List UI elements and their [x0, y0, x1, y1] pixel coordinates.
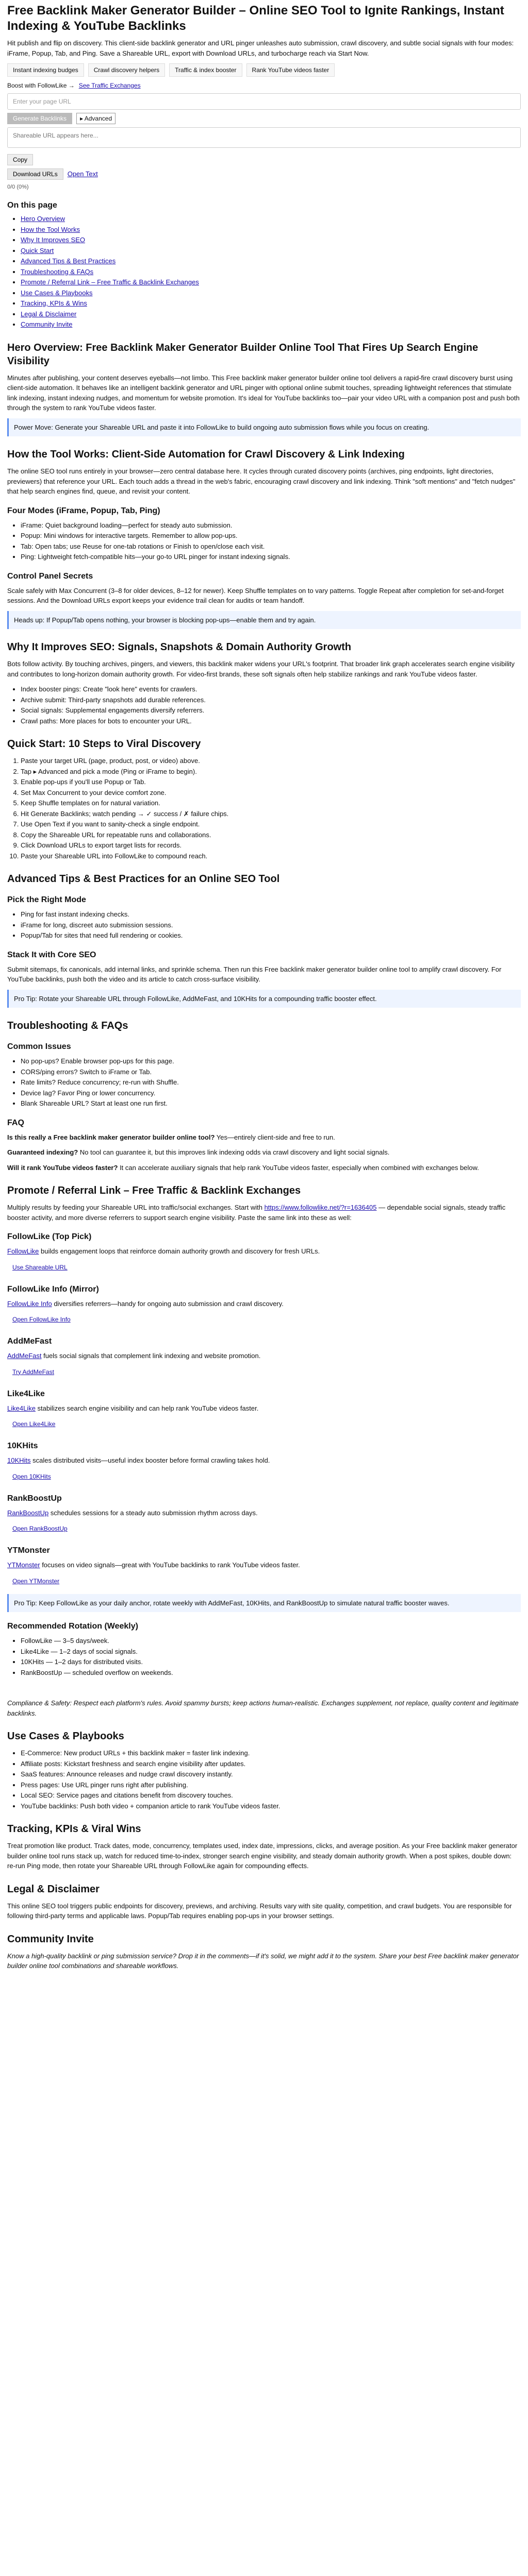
tool-tab-3[interactable]: Traffic & index booster	[169, 63, 242, 77]
promote-intro-b: — dependable social signals, steady traffic booster activity, and more diverse referrers to support search engine visibility. Paste the same link into these as well:	[7, 1204, 506, 1222]
tool-area	[7, 63, 521, 191]
heads-up-callout: Heads up: If Popup/Tab opens nothing, your browser is blocking pop-ups—enable them and try again.	[7, 611, 521, 630]
referral-link[interactable]: https://www.followlike.net/?r=1636405	[264, 1204, 377, 1211]
toc-list	[7, 214, 521, 330]
why-item: • Social signals: Supplemental engagements diversify referrers.	[21, 705, 521, 716]
card-link[interactable]: 10KHits	[7, 1456, 31, 1464]
url-input[interactable]	[7, 93, 521, 110]
step-item: 6. Hit Generate Backlinks; watch pending → ✓ success / ✗ failure chips.	[21, 809, 521, 819]
card-desc: schedules sessions for a steady auto submission rhythm across days.	[48, 1509, 258, 1517]
exchange-card-addmefast	[7, 1335, 521, 1380]
how-title: How the Tool Works: Client-Side Automation for Crawl Discovery & Link Indexing	[7, 449, 405, 460]
step-item: 8. Copy the Shareable URL for repeatable runs and collaborations.	[21, 830, 521, 840]
control-panel-paragraph: Scale safely with Max Concurrent (3–8 for older devices, 8–12 for newer). Keep Shuffle templates on to vary patterns. Toggle Repeat after completion for set-and-forget sessions. And the Download URLs export keeps your evidence trail clean for audits or team handoff.	[7, 586, 504, 604]
exchange-card-rankboostup	[7, 1493, 521, 1537]
faq-question: Is this really a Free backlink maker generator builder online tool?	[7, 1133, 215, 1141]
promote-intro	[7, 1202, 521, 1223]
card-title: Like4Like	[7, 1389, 45, 1398]
step-item: 1. Paste your target URL (page, product, post, or video) above.	[21, 756, 521, 766]
card-desc: focuses on video signals—great with YouTube backlinks to rank YouTube videos faster.	[40, 1561, 300, 1569]
use-case-item: • SaaS features: Announce releases and nudge crawl discovery instantly.	[21, 1769, 521, 1780]
card-cta-button[interactable]: Use Shareable URL	[12, 1263, 68, 1271]
power-move-callout: Power Move: Generate your Shareable URL and paste it into FollowLike to build ongoing auto submission flows while you focus on creating.	[7, 418, 521, 437]
exchange-card-followlike-info	[7, 1283, 521, 1328]
card-title: FollowLike Info (Mirror)	[7, 1284, 99, 1294]
use-case-item: • Press pages: Use URL pinger runs right after publishing.	[21, 1780, 521, 1790]
toc-item[interactable]: Legal & Disclaimer	[21, 310, 77, 318]
faq-title: FAQ	[7, 1118, 24, 1127]
card-cta-button[interactable]: Open 10KHits	[12, 1472, 51, 1480]
stack-paragraph: Submit sitemaps, fix canonicals, add internal links, and sprinkle schema. Then run this Free backlink maker generator builder online tool to amplify crawl discovery. For YouTube backlinks, push both the video and its article to catch cross-surface visibility.	[7, 965, 502, 983]
community-title: Community Invite	[7, 1933, 94, 1945]
exchange-card-followlike	[7, 1231, 521, 1275]
open-text-link[interactable]: Open Text	[67, 170, 98, 178]
copy-button[interactable]: Copy	[7, 154, 33, 165]
issue-item: • Device lag? Favor Ping or lower concurrency.	[21, 1088, 521, 1098]
card-desc: diversifies referrers—handy for ongoing auto submission and crawl discovery.	[52, 1299, 284, 1308]
rotation-item: • FollowLike — 3–5 days/week.	[21, 1636, 521, 1646]
pick-mode-list	[7, 909, 521, 941]
faq-answer: No tool can guarantee it, but this improves link indexing odds via crawl discovery and light social signals.	[79, 1148, 390, 1156]
card-desc: fuels social signals that complement link indexing and website promotion.	[41, 1352, 261, 1360]
faq-answer: It can accelerate auxiliary signals that help rank YouTube videos faster, especially when combined with exchanges below.	[120, 1163, 479, 1172]
issue-item: • No pop-ups? Enable browser pop-ups for this page.	[21, 1056, 521, 1066]
card-link[interactable]: AddMeFast	[7, 1352, 42, 1360]
toc-item[interactable]: Quick Start	[21, 246, 54, 255]
faq-item	[7, 1163, 521, 1173]
why-paragraph: Bots follow activity. By touching archives, pingers, and viewers, this backlink maker widens your URL's footprint. That broader link graph accelerates search engine visibility and contributes to long-horizon domain authority growth. For video-first brands, these soft signals often help stabilize rankings and rank YouTube videos faster.	[7, 660, 515, 678]
exchange-card-like4like	[7, 1388, 521, 1432]
modes-list	[7, 520, 521, 562]
card-link[interactable]: Like4Like	[7, 1404, 36, 1412]
toc-item[interactable]: Troubleshooting & FAQs	[21, 267, 94, 276]
rotation-item: • RankBoostUp — scheduled overflow on weekends.	[21, 1668, 521, 1678]
card-link[interactable]: FollowLike Info	[7, 1299, 52, 1308]
toc-item[interactable]: How the Tool Works	[21, 225, 80, 233]
issue-item: • Blank Shareable URL? Start at least one run first.	[21, 1098, 521, 1109]
use-cases-title: Use Cases & Playbooks	[7, 1731, 124, 1742]
faq-question: Will it rank YouTube videos faster?	[7, 1163, 118, 1172]
page-title: Free Backlink Maker Generator Builder – Online SEO Tool to Ignite Rankings, Instant Indexing & YouTube Backlinks	[7, 4, 504, 33]
why-item: • Index booster pings: Create "look here" events for crawlers.	[21, 684, 521, 694]
step-item: 7. Use Open Text if you want to sanity-check a single endpoint.	[21, 819, 521, 829]
faq-item	[7, 1132, 521, 1143]
rotation-item: • 10KHits — 1–2 days for distributed visits.	[21, 1657, 521, 1667]
tool-tab-2[interactable]: Crawl discovery helpers	[88, 63, 165, 77]
toc-title: On this page	[7, 201, 57, 210]
community-paragraph: Know a high-quality backlink or ping submission service? Drop it in the comments—if it's solid, we might add it to the system. Share your best Free backlink maker generator builder online tool combinations and shareable workflows.	[7, 1952, 519, 1970]
why-item: • Archive submit: Third-party snapshots add durable references.	[21, 695, 521, 705]
card-title: FollowLike (Top Pick)	[7, 1232, 92, 1241]
card-title: YTMonster	[7, 1546, 50, 1555]
progress-text: 0/0 (0%)	[7, 183, 29, 190]
step-item: 4. Set Max Concurrent to your device comfort zone.	[21, 788, 521, 798]
why-list	[7, 684, 521, 726]
card-cta-button[interactable]: Open RankBoostUp	[12, 1525, 68, 1532]
card-link[interactable]: FollowLike	[7, 1247, 39, 1255]
quick-start-list	[7, 756, 521, 861]
faq-item	[7, 1147, 521, 1158]
toc-item[interactable]: Use Cases & Playbooks	[21, 289, 93, 297]
exchange-card-ytmonster	[7, 1545, 521, 1589]
pro-tip-callout: Pro Tip: Rotate your Shareable URL through FollowLike, AddMeFast, and 10KHits for a compounding traffic booster effect.	[7, 990, 521, 1008]
card-link[interactable]: YTMonster	[7, 1561, 40, 1569]
hero-title: Hero Overview: Free Backlink Maker Generator Builder Online Tool That Fires Up Search Engine Visibility	[7, 342, 478, 367]
quick-start-title: Quick Start: 10 Steps to Viral Discovery	[7, 738, 201, 750]
exchange-card-10khits	[7, 1440, 521, 1484]
step-item: 10. Paste your Shareable URL into FollowLike to compound reach.	[21, 851, 521, 861]
card-link[interactable]: RankBoostUp	[7, 1509, 49, 1517]
mode-item: • Popup: Mini windows for interactive targets. Remember to allow pop-ups.	[21, 531, 521, 541]
mode-item: • Tab: Open tabs; use Reuse for one-tab rotations or Finish to open/close each visit.	[21, 541, 521, 552]
legal-paragraph: This online SEO tool triggers public endpoints for discovery, previews, and archiving. Results vary with site quality, competition, and crawl budgets. You are responsible for following third-party terms and applicable laws. Popup/Tab requires enabling pop-ups in your browser settings.	[7, 1902, 512, 1920]
issue-item: • CORS/ping errors? Switch to iFrame or Tab.	[21, 1067, 521, 1077]
toc-item[interactable]: Why It Improves SEO	[21, 236, 85, 244]
use-case-item: • Local SEO: Service pages and citations benefit from discovery touches.	[21, 1790, 521, 1801]
tracking-title: Tracking, KPIs & Viral Wins	[7, 1823, 141, 1835]
toc-item[interactable]: Community Invite	[21, 320, 73, 328]
step-item: 3. Enable pop-ups if you'll use Popup or Tab.	[21, 777, 521, 787]
use-cases-list	[7, 1748, 521, 1811]
tool-tab-4[interactable]: Rank YouTube videos faster	[246, 63, 335, 77]
tracking-paragraph: Treat promotion like product. Track dates, mode, concurrency, templates used, index date, impressions, clicks, and average position. As your Free backlink maker generator builder online tool runs stack up, watch for reduced time-to-index, stronger search engine visibility, and steady domain authority growth. When a post spikes, double down: re-run Ping mode, then rotate your Shareable URL through FollowLike again for compounding effects.	[7, 1842, 518, 1870]
card-title: AddMeFast	[7, 1337, 52, 1346]
step-item: 5. Keep Shuffle templates on for natural variation.	[21, 798, 521, 808]
compliance-note: Compliance & Safety: Respect each platform's rules. Avoid spammy bursts; keep actions human-realistic. Exchanges supplement, not replace, quality content and legitimate backlinks.	[7, 1699, 519, 1717]
why-title: Why It Improves SEO: Signals, Snapshots & Domain Authority Growth	[7, 641, 352, 653]
stack-title: Stack It with Core SEO	[7, 950, 96, 959]
use-case-item: • Affiliate posts: Kickstart freshness and search engine visibility after updates.	[21, 1759, 521, 1769]
advanced-toggle[interactable]: ▸ Advanced	[76, 113, 116, 124]
card-desc: builds engagement loops that reinforce domain authority growth and discovery for fresh URLs.	[39, 1247, 320, 1255]
how-paragraph: The online SEO tool runs entirely in your browser—zero central database here. It cycles through curated discovery points (archives, ping endpoints, light directories, previewers) that reference your URL. Each touch adds a thread in the web's fabric, encouraging crawl discovery and link indexing. Think "soft mentions" and "fetch nudges" that help search engines find, queue, and revisit your content.	[7, 467, 516, 495]
faq-answer: Yes—entirely client-side and free to run.	[216, 1133, 335, 1141]
faq-question: Guaranteed indexing?	[7, 1148, 78, 1156]
step-item: 9. Click Download URLs to export target lists for records.	[21, 840, 521, 851]
download-urls-button[interactable]: Download URLs	[7, 168, 63, 180]
common-issues-title: Common Issues	[7, 1042, 71, 1051]
boost-followlike-link[interactable]: Boost with FollowLike →	[7, 82, 75, 89]
card-title: RankBoostUp	[7, 1494, 62, 1503]
promote-intro-a: Multiply results by feeding your Shareable URL into traffic/social exchanges. Start with	[7, 1204, 265, 1211]
promote-pro-tip: Pro Tip: Keep FollowLike as your daily anchor, rotate weekly with AddMeFast, 10KHits, and RankBoostUp to simulate natural traffic booster waves.	[7, 1594, 521, 1613]
why-item: • Crawl paths: More places for bots to encounter your URL.	[21, 716, 521, 726]
rotation-item: • Like4Like — 1–2 days of social signals.	[21, 1647, 521, 1657]
page-intro: Hit publish and flip on discovery. This client-side backlink generator and URL pinger unleashes auto submission, crawl discovery, and subtle social signals with four modes: iFrame, Popup, Tab, and Ping. Save a Shareable URL, export with Download URLs, and turbocharge reach via Start Now.	[7, 39, 514, 57]
toc-item[interactable]: Tracking, KPIs & Wins	[21, 299, 87, 307]
troubleshooting-title: Troubleshooting & FAQs	[7, 1020, 128, 1031]
rotation-title: Recommended Rotation (Weekly)	[7, 1622, 138, 1631]
card-cta-button[interactable]: Open Like4Like	[12, 1420, 56, 1428]
mode-item: • Ping: Lightweight fetch-compatible hits—your go-to URL pinger for instant indexing signals.	[21, 552, 521, 562]
rotation-list	[7, 1636, 521, 1677]
issue-item: • Rate limits? Reduce concurrency; re-run with Shuffle.	[21, 1077, 521, 1088]
generate-button[interactable]: Generate Backlinks	[7, 113, 72, 124]
modes-title: Four Modes (iFrame, Popup, Tab, Ping)	[7, 506, 160, 515]
use-case-item: • YouTube backlinks: Push both video + companion article to rank YouTube videos faster.	[21, 1801, 521, 1811]
toc-item[interactable]: Hero Overview	[21, 215, 65, 223]
tool-tab-1[interactable]: Instant indexing budges	[7, 63, 84, 77]
issues-list	[7, 1056, 521, 1109]
legal-title: Legal & Disclaimer	[7, 1883, 100, 1895]
toc-item[interactable]: Promote / Referral Link – Free Traffic & Backlink Exchanges	[21, 278, 199, 286]
pick-item: • iFrame for long, discreet auto submission sessions.	[21, 920, 521, 930]
pick-mode-title: Pick the Right Mode	[7, 895, 86, 904]
hero-paragraph: Minutes after publishing, your content deserves eyeballs—not limbo. This Free backlink maker generator builder online tool delivers a rapid-fire crawl discovery burst using client-side automation. It behaves like an intelligent backlink generator and URL pinger with optional online submit touches, spreading lightweight references that stimulate link indexing, instant indexing nudges, and momentum for website promotion. It's ideal for YouTube backlinks too—pair your video URL with a companion post and push both through the system to rank YouTube videos faster.	[7, 374, 520, 412]
control-panel-title: Control Panel Secrets	[7, 571, 93, 581]
card-cta-button[interactable]: Open FollowLike Info	[12, 1316, 71, 1323]
card-cta-button[interactable]: Try AddMeFast	[12, 1368, 54, 1376]
card-desc: scales distributed visits—useful index booster before formal crawling takes hold.	[30, 1456, 270, 1464]
card-cta-button[interactable]: Open YTMonster	[12, 1577, 60, 1585]
card-title: 10KHits	[7, 1442, 38, 1450]
tool-tabs	[7, 63, 521, 77]
pick-item: • Popup/Tab for sites that need full rendering or cookies.	[21, 930, 521, 941]
promote-title: Promote / Referral Link – Free Traffic & Backlink Exchanges	[7, 1185, 301, 1196]
toc-item[interactable]: Advanced Tips & Best Practices	[21, 257, 116, 265]
step-item: 2. Tap ▸ Advanced and pick a mode (Ping or iFrame to begin).	[21, 767, 521, 777]
use-case-item: • E-Commerce: New product URLs + this backlink maker = faster link indexing.	[21, 1748, 521, 1758]
traffic-exchanges-link[interactable]: See Traffic Exchanges	[78, 82, 141, 89]
advanced-title: Advanced Tips & Best Practices for an Online SEO Tool	[7, 873, 280, 885]
mode-item: • iFrame: Quiet background loading—perfect for steady auto submission.	[21, 520, 521, 531]
pick-item: • Ping for fast instant indexing checks.	[21, 909, 521, 920]
shareable-url-field[interactable]	[7, 127, 521, 148]
card-desc: stabilizes search engine visibility and can help rank YouTube videos faster.	[35, 1404, 259, 1412]
